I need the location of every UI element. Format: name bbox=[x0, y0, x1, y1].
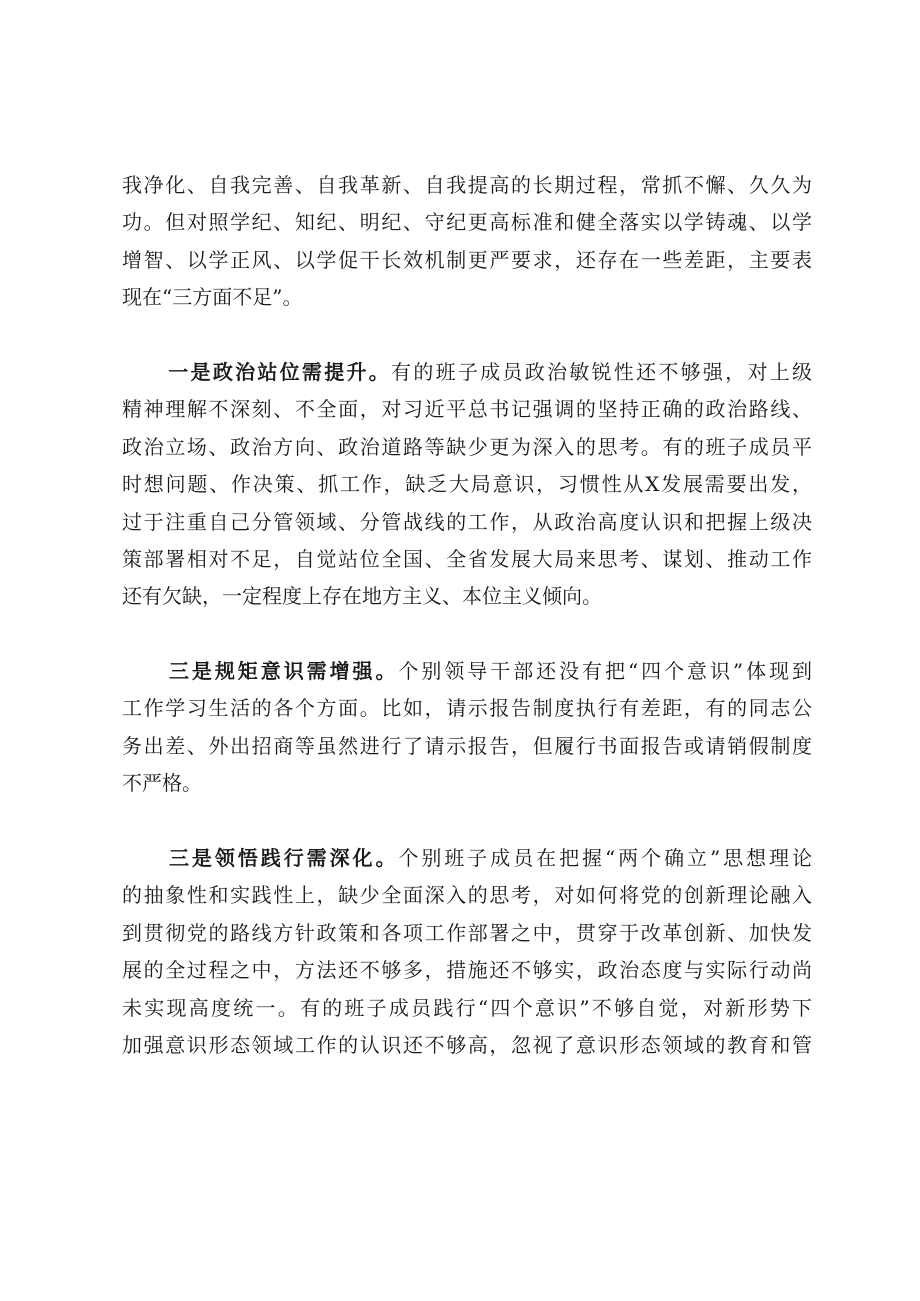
text-line: 到贯彻党的路线方针政策和各项工作部署之中，贯穿于改革创新、加快发 bbox=[122, 920, 812, 945]
text-line: 现在“三方面不足”。 bbox=[122, 285, 303, 310]
paragraph-lead: 三是规矩意识需增强。 bbox=[166, 659, 399, 684]
paragraph-spacing bbox=[122, 803, 812, 840]
text-line: 展的全过程之中，方法还不够多，措施还不够实，政治态度与实际行动尚 bbox=[122, 958, 812, 983]
paragraph-first-line-text: 有的班子成员政治敏锐性还不够强，对上级 bbox=[391, 359, 813, 384]
text-line: 的抽象性和实践性上，缺少全面深入的思考，对如何将党的创新理论融入 bbox=[122, 883, 812, 908]
paragraph-spacing bbox=[122, 616, 812, 653]
text-line: 精神理解不深刻、不全面，对习近平总书记强调的坚持正确的政治路线、 bbox=[122, 397, 812, 422]
text-line-first bbox=[122, 653, 812, 690]
text-line: 务出差、外出招商等虽然进行了请示报告，但履行书面报告或请销假制度 bbox=[122, 733, 812, 758]
text-line: 工作学习生活的各个方面。比如，请示报告制度执行有差距，有的同志公 bbox=[122, 696, 812, 721]
paragraph-point-one bbox=[122, 354, 812, 616]
text-line: 不严格。 bbox=[122, 771, 202, 796]
text-line: 功。但对照学纪、知纪、明纪、守纪更高标准和健全落实以学铸魂、以学 bbox=[122, 210, 812, 235]
text-line-first bbox=[122, 354, 812, 391]
text-line: 增智、以学正风、以学促干长效机制更严要求，还存在一些差距，主要表 bbox=[122, 247, 812, 272]
paragraph-point-two bbox=[122, 653, 812, 803]
text-line: 我净化、自我完善、自我革新、自我提高的长期过程，常抓不懈、久久为 bbox=[122, 173, 812, 197]
text-line: 过于注重自己分管领域、分管战线的工作，从政治高度认识和把握上级决 bbox=[122, 509, 812, 534]
paragraph-first-line-text: 个别领导干部还没有把“四个意识”体现到 bbox=[398, 659, 813, 684]
paragraph-first-line-text: 个别班子成员在把握“两个确立”思想理论 bbox=[398, 846, 813, 871]
text-line: 时想问题、作决策、抓工作，缺乏大局意识，习惯性从X发展需要出发， bbox=[122, 472, 812, 497]
text-line: 未实现高度统一。有的班子成员践行“四个意识”不够自觉，对新形势下 bbox=[122, 995, 812, 1020]
document-body bbox=[122, 167, 812, 1064]
text-line-first bbox=[122, 840, 812, 877]
paragraph-intro bbox=[122, 167, 812, 317]
paragraph-lead: 一是政治站位需提升。 bbox=[166, 359, 392, 384]
paragraph-lead: 三是领悟践行需深化。 bbox=[166, 846, 399, 871]
text-line: 还有欠缺，一定程度上存在地方主义、本位主义倾向。 bbox=[122, 584, 602, 609]
text-line: 加强意识形态领域工作的认识还不够高，忽视了意识形态领域的教育和管 bbox=[122, 1032, 812, 1057]
paragraph-point-three bbox=[122, 840, 812, 1064]
text-line: 策部署相对不足，自觉站位全国、全省发展大局来思考、谋划、推动工作 bbox=[122, 546, 812, 571]
paragraph-spacing bbox=[122, 317, 812, 354]
text-line: 政治立场、政治方向、政治道路等缺少更为深入的思考。有的班子成员平 bbox=[122, 434, 812, 459]
